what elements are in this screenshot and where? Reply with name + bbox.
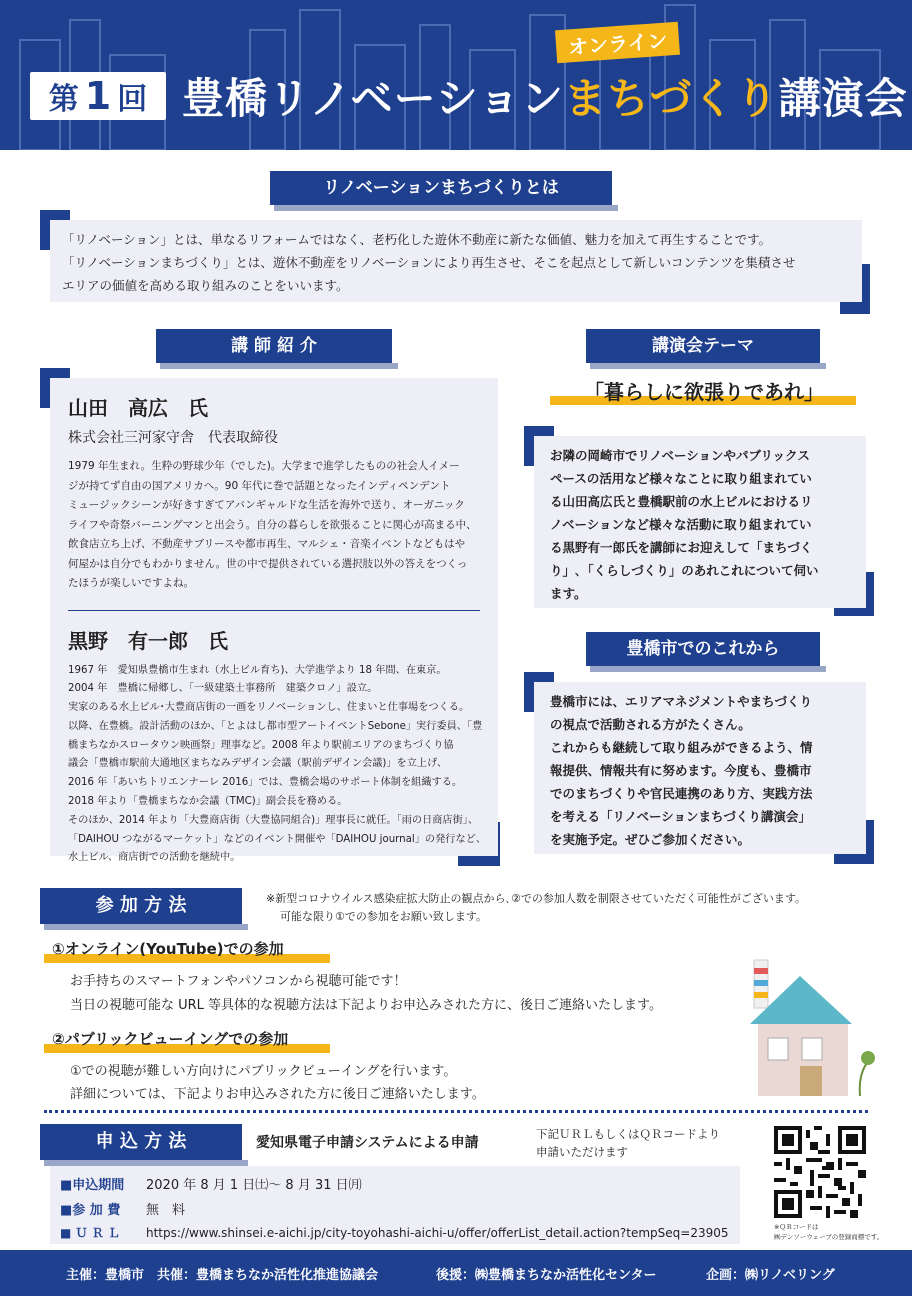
join-heading: 参 加 方 法 [40, 888, 242, 924]
future-box [534, 682, 866, 854]
house-illustration [740, 954, 880, 1104]
about-heading: リノベーションまちづくりとは [270, 171, 612, 205]
speakers-box [50, 378, 498, 864]
option1-line-1: お手持ちのスマートフォンやパソコンから視聴可能です！ [70, 974, 407, 989]
fee-value: 無 料 [146, 1203, 186, 1218]
apply-hint-1: 下記ＵＲＬもしくはＱＲコードより [536, 1127, 720, 1141]
application-url-link[interactable]: https://www.shinsei.e-aichi.jp/city-toyohashi-aichi-u/offer/offerList_detail.action?tempSeq=23905 [146, 1226, 729, 1240]
url-label: ■ Ｕ Ｒ Ｌ [60, 1226, 120, 1240]
join-note-2: 可能な限り①での参加をお願い致します。 [280, 910, 487, 923]
speaker-divider [68, 610, 480, 611]
period-value: 2020 年 8 月 1 日㈯～ 8 月 31 日㈪ [146, 1178, 362, 1193]
about-line-3: エリアの価値を高める取り組みのことをいいます。 [62, 278, 349, 293]
speaker1-bio: 1979 年生まれ。生粋の野球少年（でした)。大学まで進学したものの社会人イメー ジが持てず自由の国アメリカへ。90 年代に巻で話題となったインディペンデント ミュージックシーンが好きすぎてアバンギャルドな生活を海外で送り、オーガニック ライフや奇祭バーニングマンと出会う。自分の暮らしを欲張ることに関心が高まる中、 飲食店立ち上げ、不動産サブリースや都市再生、マルシェ・音楽イベントなどもはや 何屋かは自分でもわかりません。世の中で提供されている選択肢以外の答えをつくっ たほうが楽しいですよね。 [68, 460, 477, 589]
option2-line-2: 詳細については、下記よりお申込みされた方に後日ご連絡いたします。 [70, 1087, 485, 1102]
option1-line-2: 当日の視聴可能な URL 等具体的な視聴方法は下記よりお申込みされた方に、後日ご連絡いたします。 [70, 998, 663, 1013]
apply-heading: 申 込 方 法 [40, 1124, 242, 1160]
fee-label: ■参 加 費 [60, 1203, 121, 1218]
footer-support: 後援：㈱豊橋まちなか活性化センター [436, 1267, 657, 1283]
theme-text: お隣の岡崎市でリノベーションやパブリックス ペースの活用など様々なことに取り組まれてい る山田高広氏と豊橋駅前の水上ビルにおけるリ ノベーションなど様々な活動に取り組まれてい る黒野有一郎氏を講師にお迎えして「まちづく り」､「くらしづくり」のあれこれについて伺い ます。 [550, 448, 819, 601]
speakers-heading: 講 師 紹 介 [156, 329, 392, 363]
apply-system: 愛知県電子申請システムによる申請 [256, 1135, 479, 1151]
online-tag: オンライン [555, 22, 680, 64]
option1-title: ①オンライン(YouTube)での参加 [52, 940, 284, 958]
future-heading: 豊橋市でのこれから [586, 632, 820, 666]
about-line-1: 「リノベーション」とは、単なるリフォームではなく、老朽化した遊休不動産に新たな価値、魅力を加えて再生することです。 [62, 232, 772, 247]
footer-host: 主催：豊橋市 共催：豊橋まちなか活性化推進協議会 [66, 1267, 379, 1283]
qr-code[interactable] [774, 1126, 866, 1218]
option2-line-1: ①での視聴が難しい方向けにパブリックビューイングを行います。 [70, 1064, 457, 1079]
future-text: 豊橋市には、エリアマネジメントやまちづくり の視点で活動される方がたくさん。 これからも継続して取り組みができるよう、情 報提供、情報共有に努めます。今度も、豊橋市 でのまちづくりや官民連携のあり方、実践方法 を考える「リノベーションまちづくり講演会」 を実施予定。ぜひご参加ください。 [550, 694, 813, 847]
speaker1-role: 株式会社三河家守舎 代表取締役 [68, 430, 278, 446]
theme-catchphrase: 「暮らしに欲張りであれ」 [584, 380, 824, 404]
about-line-2: 「リノベーションまちづくり」とは、遊休不動産をリノベーションにより再生させ、そこを起点として新しいコンテンツを集積させ [62, 255, 796, 270]
join-note-1: ※新型コロナウイルス感染症拡大防止の観点から､②での参加人数を制限させていただく可能性がございます。 [266, 892, 807, 905]
header-banner [0, 0, 912, 150]
period-label: ■申込期間 [60, 1178, 125, 1193]
option2-title: ②パブリックビューイングでの参加 [52, 1030, 289, 1048]
speaker2-name: 黒野 有一郎 氏 [68, 628, 228, 653]
edition-badge: 第 1 回 [30, 72, 166, 120]
qr-note-1: ※ＱＲコードは [774, 1223, 819, 1231]
footer-plan: 企画：㈱リノベリング [706, 1267, 835, 1283]
footer-bar [0, 1250, 912, 1296]
theme-heading: 講演会テーマ [586, 329, 820, 363]
theme-box [534, 436, 866, 608]
speaker1-name: 山田 高広 氏 [68, 396, 208, 420]
qr-note-2: ㈱デンソーウェーブの登録商標です。 [774, 1233, 884, 1241]
about-box [50, 220, 862, 302]
speaker2-bio: 1967 年 愛知県豊橋市生まれ（水上ビル育ち)、大学進学より 18 年間、在東京。 2004 年 豊橋に帰郷し、「一級建築士事務所 建築クロノ」設立。 実家のある水上ビル･大豊商店街の一画をリノベーションし、住まいと仕事場をつくる。 以降、在豊橋。設計活動のほか、「とよはし都市型アートイベントSebone」実行委員、「豊 橋まちなかスロータウン映画祭」理事など。2008 年より駅前エリアのまちづくり協 議会「豊橋市駅前大通地区まちなみデザイン会議（駅前デザイン会議)」を立上げ、 2016 年「あいちトリエンナーレ 2016」では、豊橋会場のサポート体制を組織する。 2018 年より「豊橋まちなか会議（TMC)」副会長を務める。 そのほか、2014 年より「大豊商店街（大豊協同組合)」理事長に就任。「雨の日商店街」、 「DAIHOU つながるマーケット」などのイベント開催や「DAIHOU journal」の発行など、 水上ビル、商店街での活動を継続中。 [68, 664, 487, 864]
page-title: 豊橋リノベーションまちづくり講演会 [182, 74, 908, 123]
apply-hint-2: 申請いただけます [536, 1145, 628, 1159]
